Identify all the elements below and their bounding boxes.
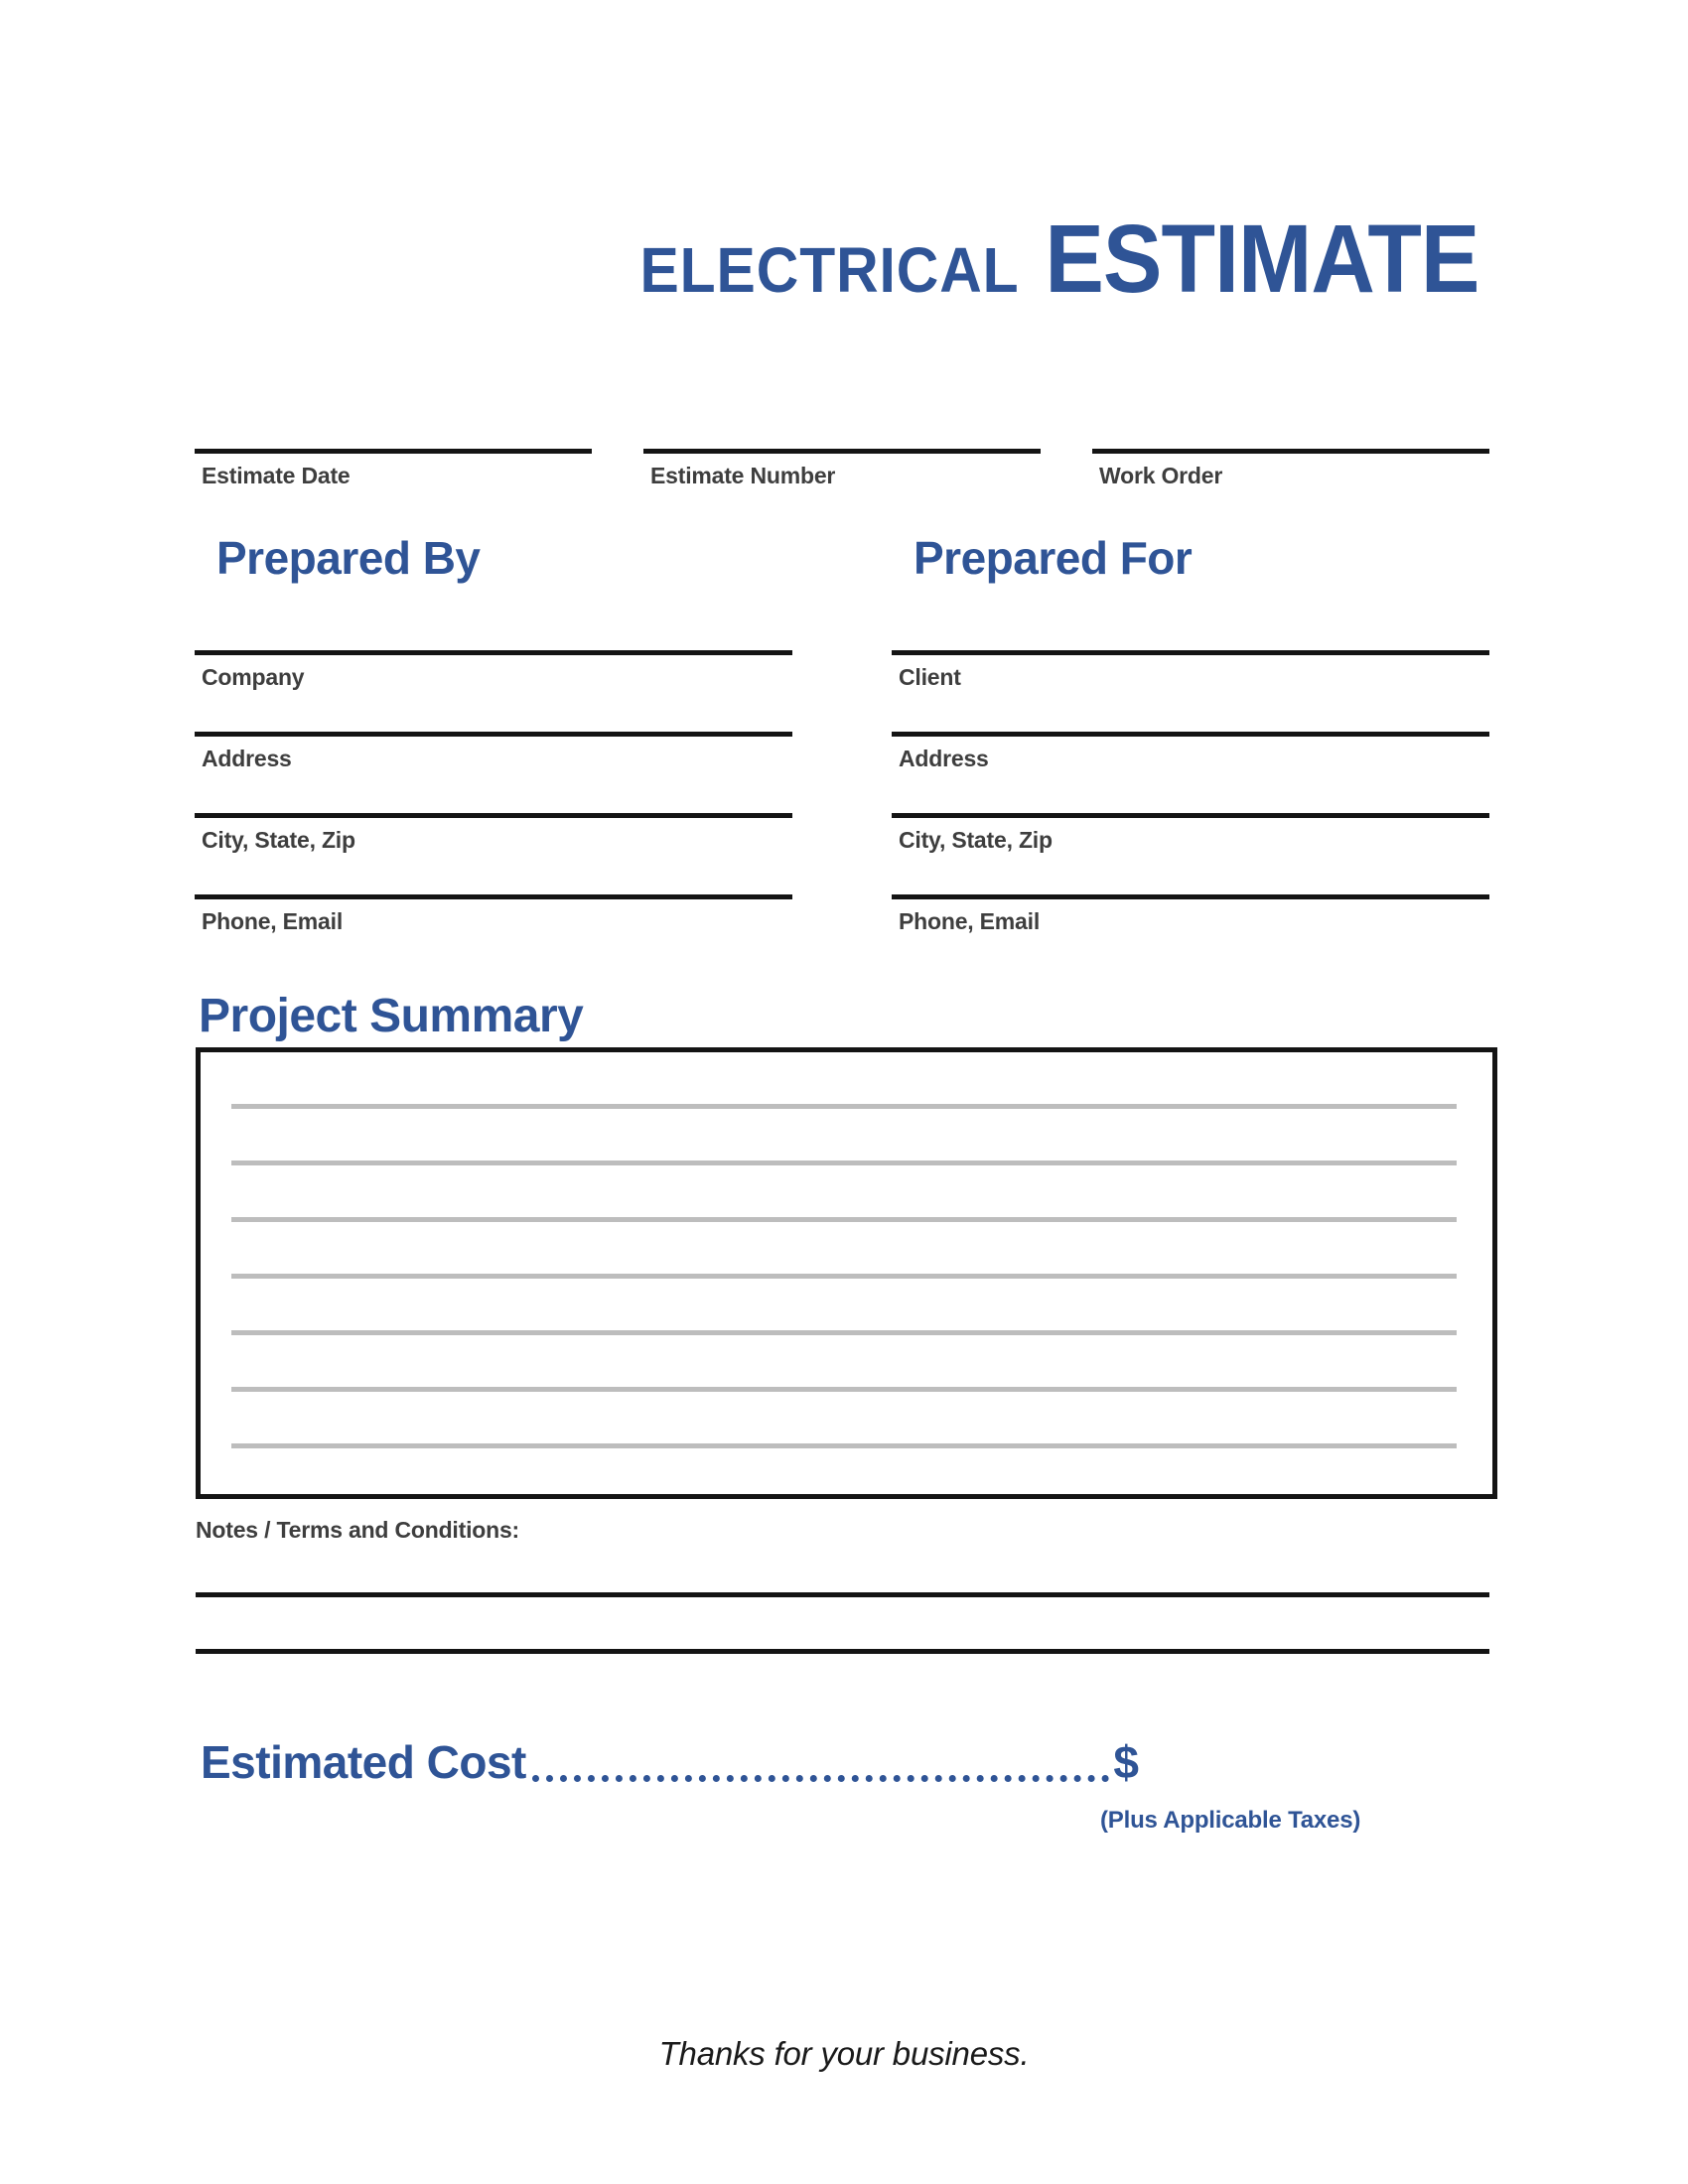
tax-note: (Plus Applicable Taxes) — [1100, 1807, 1361, 1834]
project-summary-heading: Project Summary — [199, 990, 584, 1042]
estimate-number-label: Estimate Number — [650, 463, 836, 488]
footer-message: Thanks for your business. — [658, 2035, 1030, 2072]
notes-terms-label: Notes / Terms and Conditions: — [196, 1517, 520, 1543]
field-work-order — [1092, 413, 1489, 489]
prepared-by-heading: Prepared By — [216, 532, 481, 584]
writing-line — [231, 1330, 1457, 1335]
prepared-headings-row — [195, 531, 1489, 585]
field-client — [892, 608, 1489, 689]
by-address-blank[interactable] — [195, 689, 792, 732]
writing-line — [231, 1160, 1457, 1165]
field-by-phone-email — [195, 852, 792, 933]
field-estimate-number — [643, 413, 1041, 489]
by-phone-email-label: Phone, Email — [202, 908, 344, 934]
page-title — [640, 204, 1479, 315]
writing-line — [231, 1217, 1457, 1222]
title-word-electrical: ELECTRICAL — [639, 234, 1021, 306]
for-phone-email-blank[interactable] — [892, 852, 1489, 894]
work-order-label: Work Order — [1099, 463, 1223, 488]
by-address-label: Address — [202, 746, 292, 771]
estimated-cost-label: Estimated Cost — [201, 1736, 526, 1788]
prepared-by-heading-cell — [195, 531, 792, 585]
company-blank[interactable] — [195, 608, 792, 650]
estimated-cost-row — [201, 1735, 1139, 1789]
writing-line — [231, 1387, 1457, 1392]
writing-line — [231, 1274, 1457, 1279]
notes-line-1[interactable] — [196, 1592, 1489, 1597]
currency-symbol: $ — [1113, 1736, 1139, 1788]
client-blank[interactable] — [892, 608, 1489, 650]
field-by-address — [195, 689, 792, 770]
notes-line-2[interactable] — [196, 1649, 1489, 1654]
by-city-state-zip-blank[interactable] — [195, 770, 792, 813]
field-for-phone-email — [892, 852, 1489, 933]
dot-leader — [532, 1775, 1110, 1782]
for-address-blank[interactable] — [892, 689, 1489, 732]
prepared-for-heading: Prepared For — [914, 532, 1193, 584]
estimate-date-blank[interactable] — [195, 413, 592, 449]
estimate-date-label: Estimate Date — [202, 463, 351, 488]
estimate-number-blank[interactable] — [643, 413, 1041, 449]
for-city-state-zip-label: City, State, Zip — [899, 827, 1053, 853]
work-order-blank[interactable] — [1092, 413, 1489, 449]
field-for-address — [892, 689, 1489, 770]
writing-line — [231, 1443, 1457, 1448]
prepared-for-heading-cell — [892, 531, 1489, 585]
writing-line — [231, 1104, 1457, 1109]
for-city-state-zip-blank[interactable] — [892, 770, 1489, 813]
prepared-for-column — [892, 608, 1489, 933]
prepared-by-column — [195, 608, 792, 933]
contact-fields-grid — [195, 608, 1489, 933]
by-city-state-zip-label: City, State, Zip — [202, 827, 355, 853]
for-address-label: Address — [899, 746, 989, 771]
client-label: Client — [899, 664, 961, 690]
field-by-city-state-zip — [195, 770, 792, 852]
meta-fields-row — [195, 413, 1489, 489]
field-estimate-date — [195, 413, 592, 489]
company-label: Company — [202, 664, 305, 690]
by-phone-email-blank[interactable] — [195, 852, 792, 894]
project-summary-box[interactable] — [196, 1047, 1497, 1499]
for-phone-email-label: Phone, Email — [899, 908, 1041, 934]
field-company — [195, 608, 792, 689]
field-for-city-state-zip — [892, 770, 1489, 852]
title-word-estimate: ESTIMATE — [1045, 205, 1479, 313]
